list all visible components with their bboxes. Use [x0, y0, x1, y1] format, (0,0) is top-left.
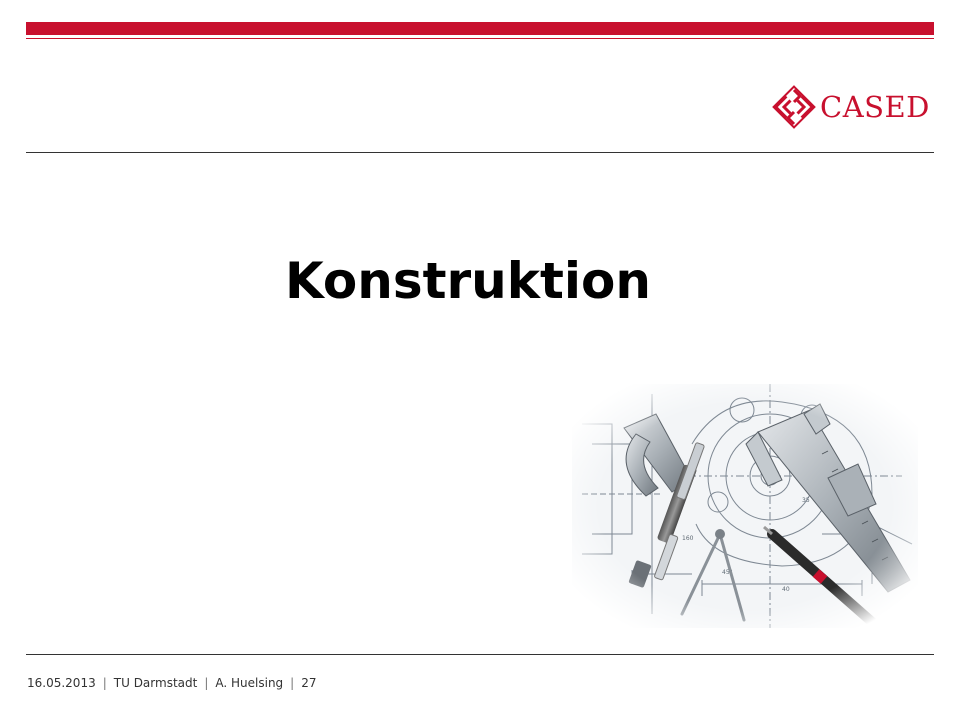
slide-footer	[27, 676, 317, 690]
footer-author: A. Huelsing	[215, 676, 284, 690]
cased-logo	[772, 84, 930, 130]
header-divider	[26, 152, 934, 153]
footer-separator: |	[204, 676, 209, 690]
footer-institution: TU Darmstadt	[113, 676, 198, 690]
footer-separator: |	[102, 676, 107, 690]
footer-separator: |	[290, 676, 295, 690]
footer-date: 16.05.2013	[27, 676, 96, 690]
slide-title: Konstruktion	[285, 252, 651, 310]
footer-divider	[26, 654, 934, 655]
logo-wordmark: CASED	[820, 89, 930, 124]
engineering-tools-illustration	[572, 384, 918, 628]
cased-diamond-icon	[772, 85, 816, 129]
top-accent-bar	[26, 22, 934, 35]
top-accent-line	[26, 38, 934, 39]
footer-page-number: 27	[301, 676, 317, 690]
